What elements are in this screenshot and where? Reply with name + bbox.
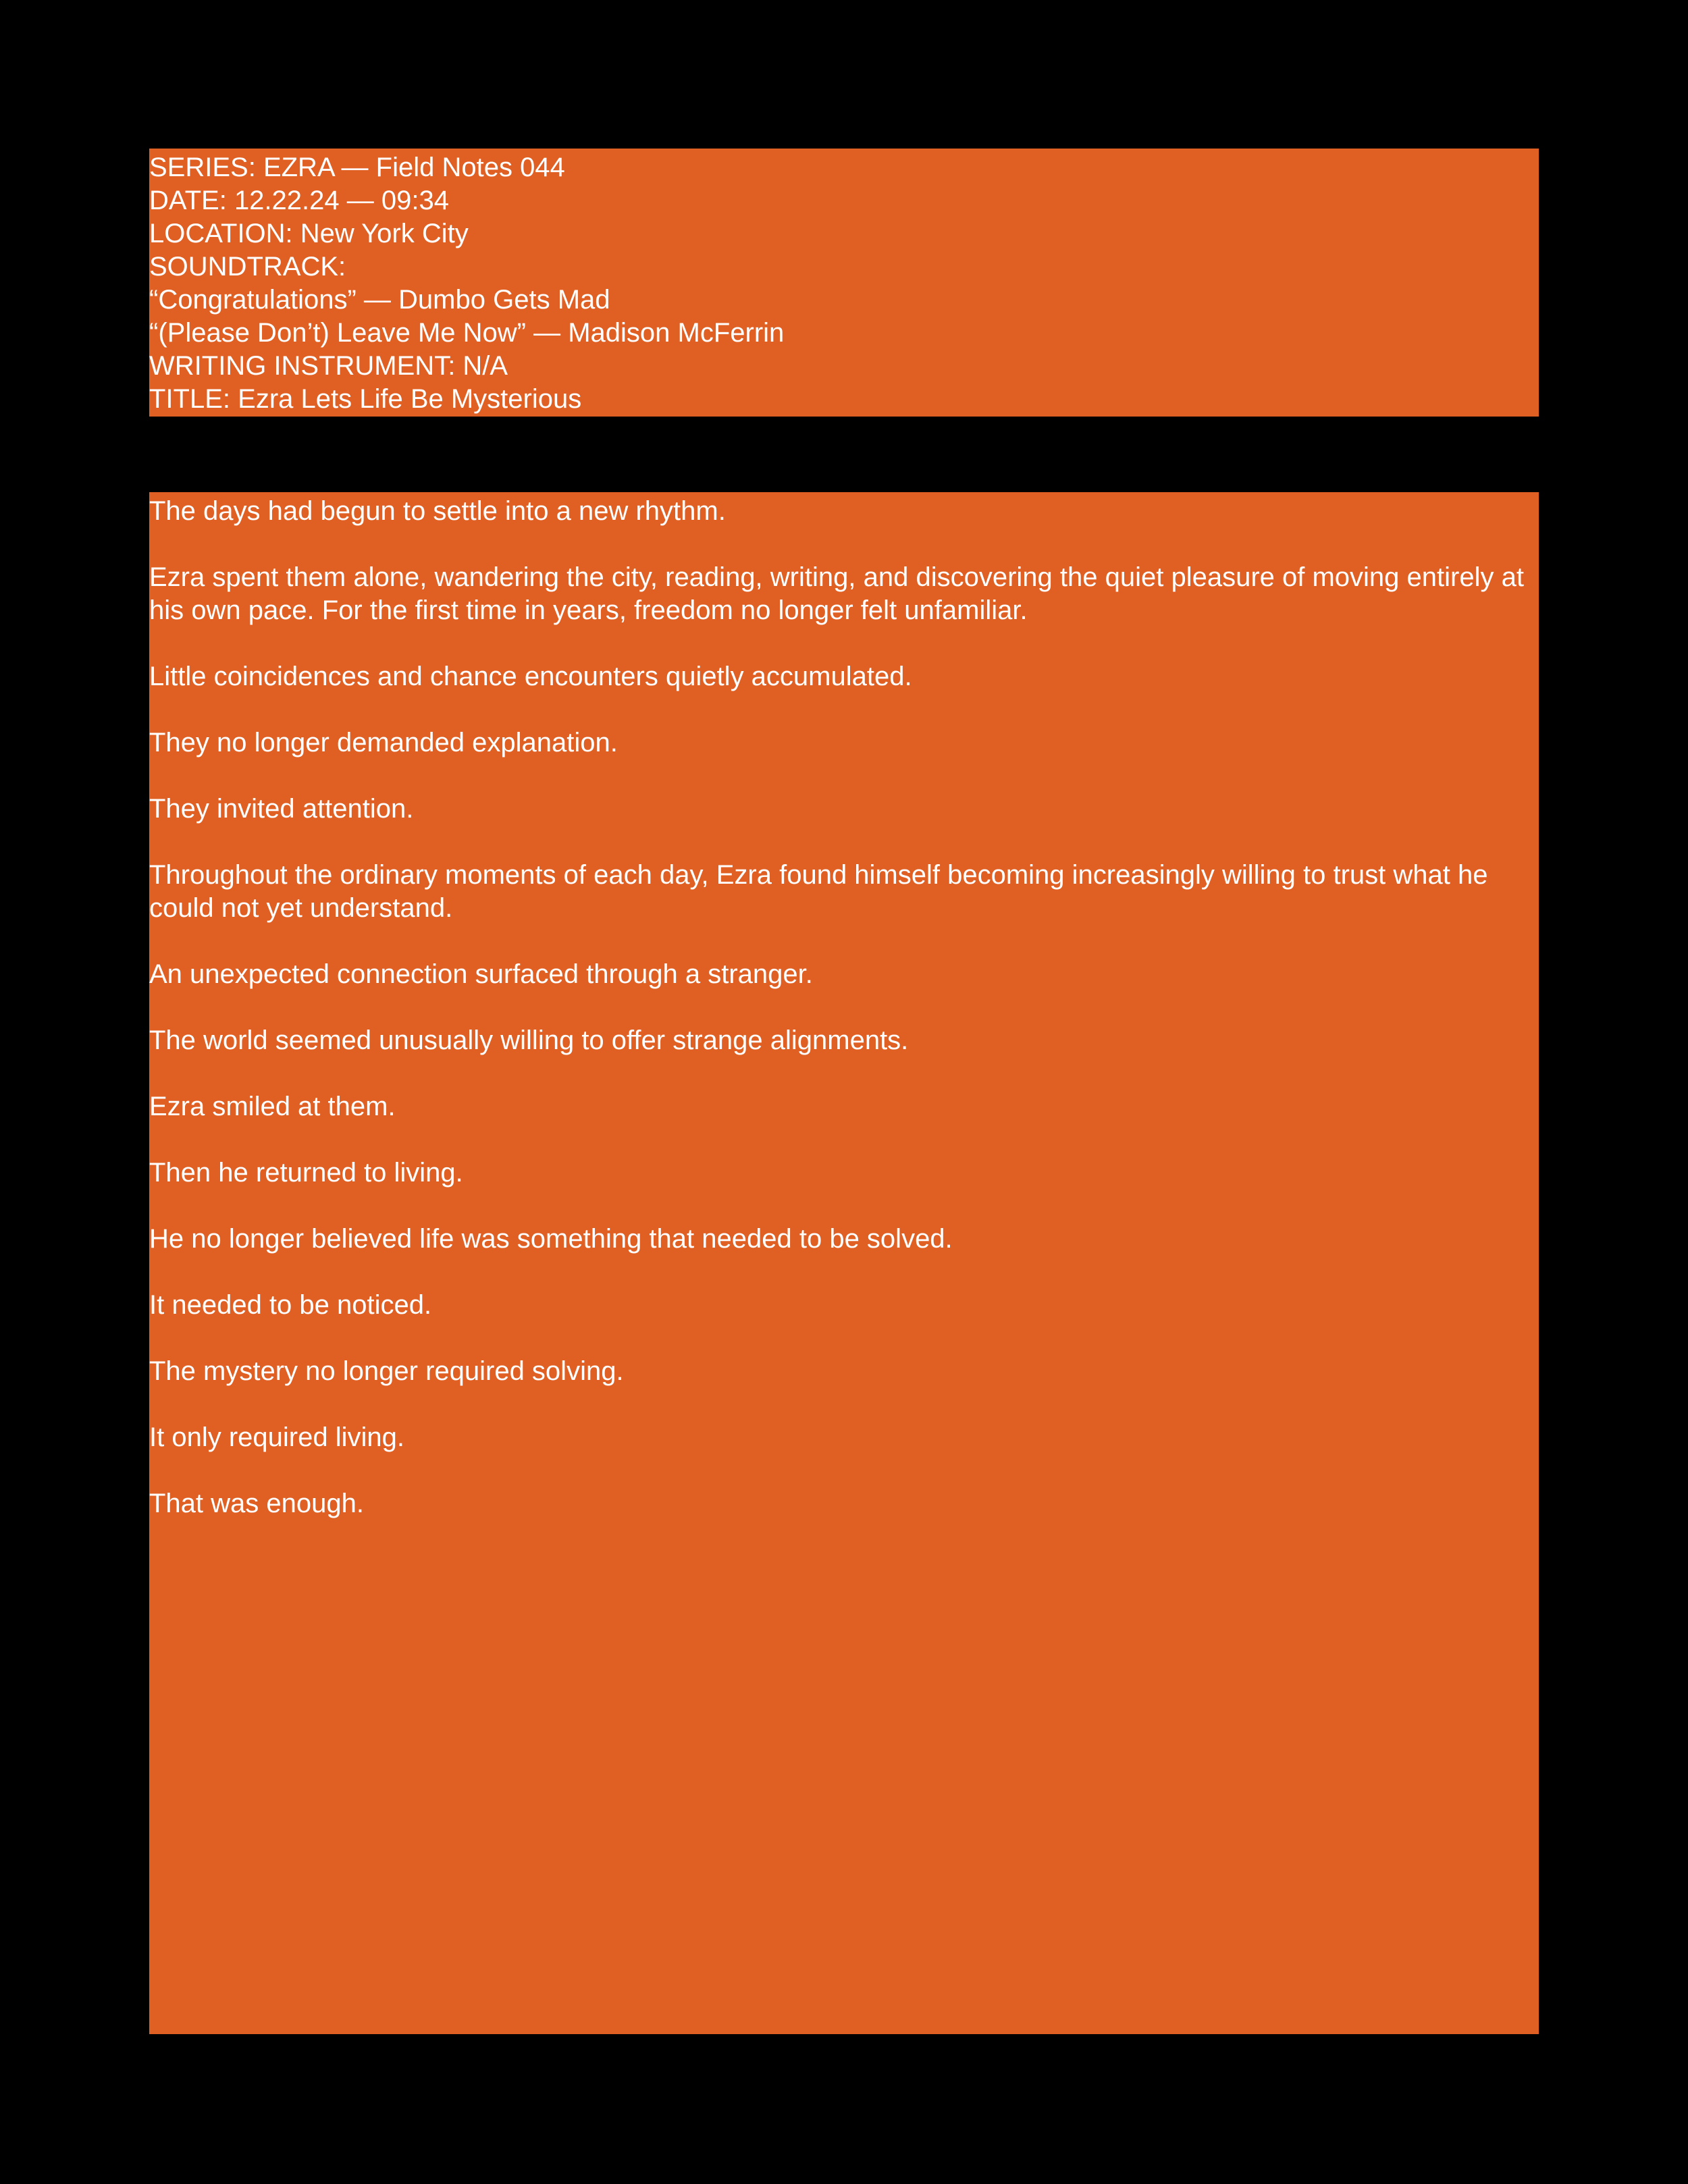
- paragraph: The world seemed unusually willing to offer strange alignments.: [149, 1026, 909, 1055]
- paragraph: Little coincidences and chance encounters quietly accumulated.: [149, 662, 912, 691]
- body-panel: [149, 492, 1539, 2034]
- paragraph: It needed to be noticed.: [149, 1290, 432, 1320]
- paragraph: The days had begun to settle into a new rhythm.: [149, 496, 726, 526]
- paragraph: An unexpected connection surfaced through a stranger.: [149, 959, 813, 989]
- paragraph: Throughout the ordinary moments of each day, Ezra found himself becoming increasingly willing to trust what he could not yet understand.: [149, 860, 1488, 923]
- soundtrack-track-2: “(Please Don’t) Leave Me Now” — Madison McFerrin: [149, 318, 785, 348]
- paragraph: They no longer demanded explanation.: [149, 728, 618, 757]
- paragraph: That was enough.: [149, 1489, 364, 1518]
- paragraph: He no longer believed life was something that needed to be solved.: [149, 1224, 953, 1254]
- writing-instrument-line: WRITING INSTRUMENT: N/A: [149, 351, 508, 381]
- paragraph: They invited attention.: [149, 794, 414, 824]
- soundtrack-label: SOUNDTRACK:: [149, 252, 346, 282]
- paragraph: The mystery no longer required solving.: [149, 1356, 624, 1386]
- paragraph: Ezra smiled at them.: [149, 1092, 396, 1121]
- series-line: SERIES: EZRA — Field Notes 044: [149, 153, 565, 182]
- paragraph: Then he returned to living.: [149, 1158, 463, 1188]
- soundtrack-track-1: “Congratulations” — Dumbo Gets Mad: [149, 285, 610, 315]
- header-panel: [149, 149, 1539, 417]
- location-line: LOCATION: New York City: [149, 219, 469, 248]
- paragraph: Ezra spent them alone, wandering the city, reading, writing, and discovering the quiet pleasure of moving entirely at his own pace. For the first time in years, freedom no longer felt unfamiliar.: [149, 562, 1524, 625]
- title-line: TITLE: Ezra Lets Life Be Mysterious: [149, 384, 582, 414]
- paragraph: It only required living.: [149, 1422, 404, 1452]
- date-line: DATE: 12.22.24 — 09:34: [149, 186, 449, 215]
